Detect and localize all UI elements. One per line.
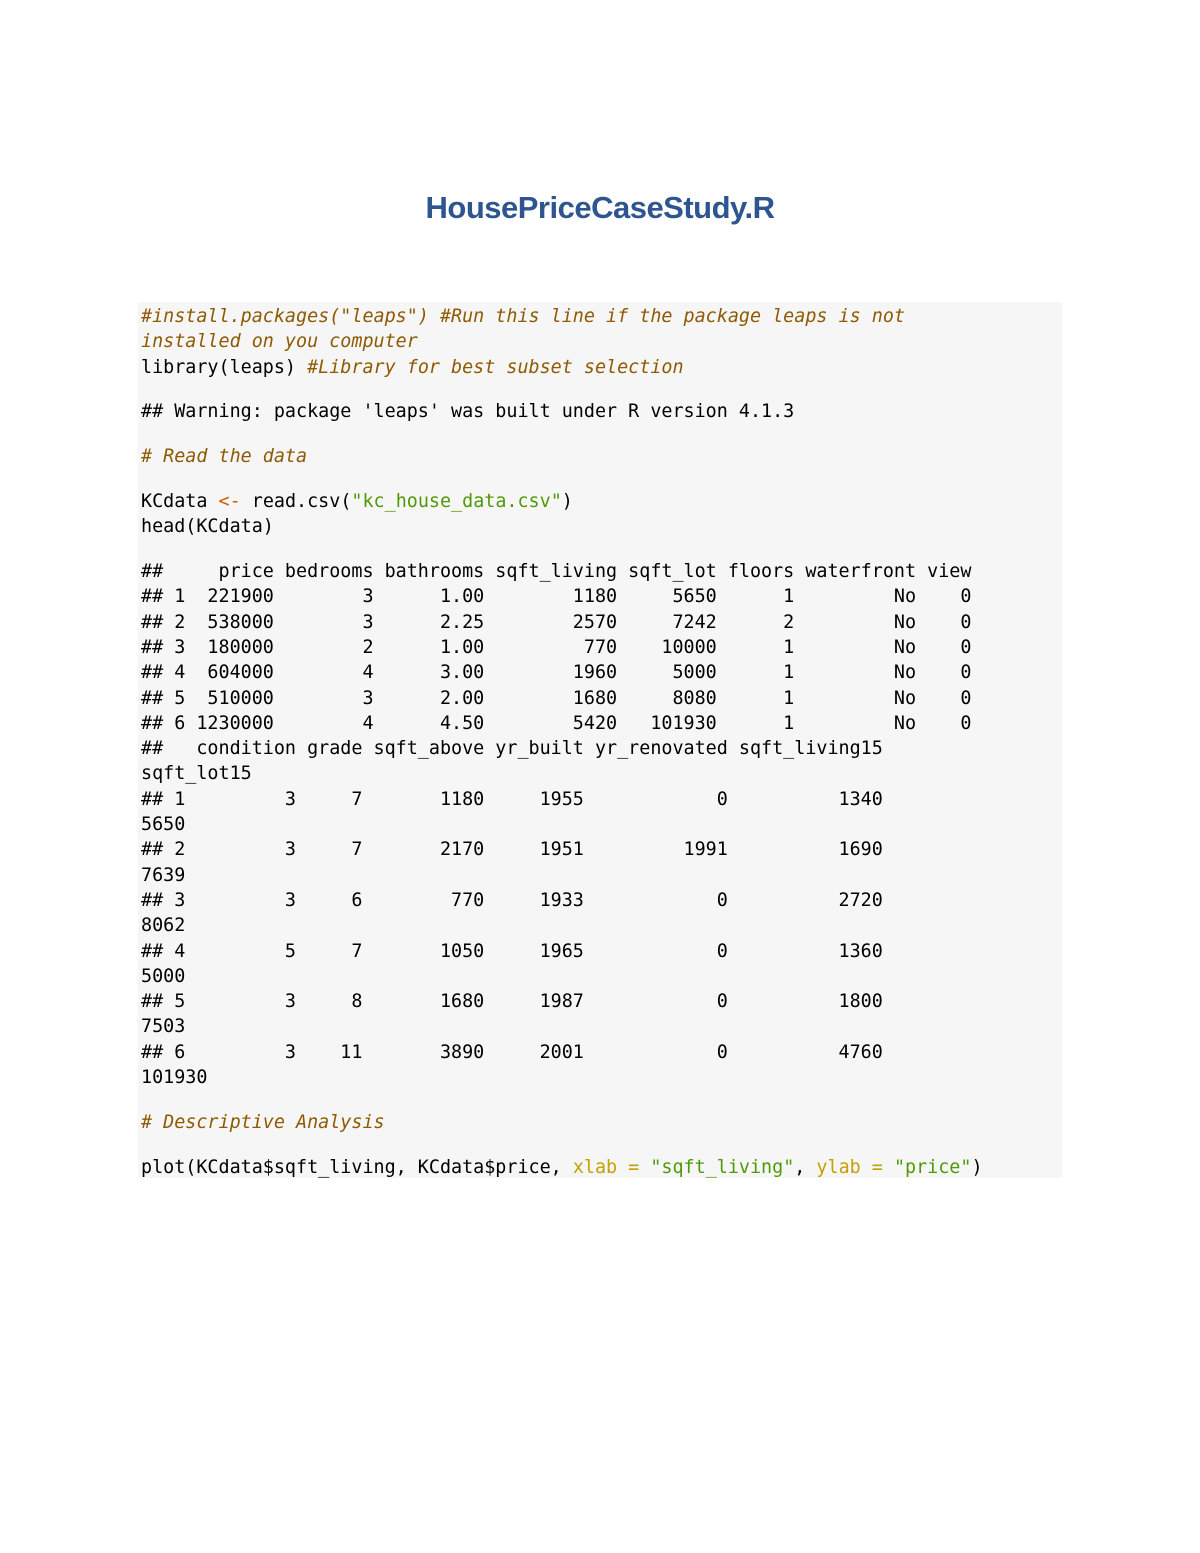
table1-row-text: ## 4 604000 4 3.00 1960 5000 1 No 0 (141, 662, 972, 684)
table2-row (141, 888, 983, 913)
table2-row-wrap-text: 7503 (141, 1016, 186, 1038)
descriptive-comment: # Descriptive Analysis (141, 1111, 385, 1133)
code-line-read-csv (141, 489, 983, 514)
xlab-argument: xlab (572, 1156, 618, 1178)
read-comment: # Read the data (141, 446, 308, 468)
table2-row-text: ## 5 3 8 1680 1987 0 1800 (141, 991, 883, 1013)
code-line-plot (141, 1155, 983, 1180)
table2-row-wrap-text: 101930 (141, 1067, 208, 1089)
table1-header-text: ## price bedrooms bathrooms sqft_living sqft_lot floors waterfront view (141, 561, 972, 583)
table1-row-text: ## 2 538000 3 2.25 2570 7242 2 No 0 (141, 611, 972, 633)
table2-row-wrap (141, 1014, 983, 1039)
table2-row-wrap (141, 913, 983, 938)
table1-row (141, 686, 983, 711)
ylab-value-string: "price" (893, 1156, 972, 1178)
table2-row-wrap (141, 812, 983, 837)
install-comment-2: installed on you computer (141, 331, 418, 353)
read-call-open: read.csv( (240, 490, 352, 512)
table2-row-wrap-text: 7639 (141, 864, 186, 886)
head-call: head(KCdata) (141, 516, 274, 538)
library-call: library(leaps) (141, 356, 308, 378)
table2-row (141, 1040, 983, 1065)
code-block (138, 302, 1062, 1178)
table1-row-text: ## 5 510000 3 2.00 1680 8080 1 No 0 (141, 687, 972, 709)
table2-row-text: ## 2 3 7 2170 1951 1991 1690 (141, 839, 883, 861)
table1-row (141, 635, 983, 660)
table2-row-text: ## 4 5 7 1050 1965 0 1360 (141, 940, 883, 962)
table2-row-wrap (141, 1065, 983, 1090)
table2-row (141, 989, 983, 1014)
read-call-close: ) (561, 490, 573, 512)
plot-call-end: ) (971, 1156, 983, 1178)
xlab-equals: = (617, 1156, 651, 1178)
warning-output (141, 399, 983, 424)
assign-lhs: KCdata (141, 490, 219, 512)
table2-row (141, 787, 983, 812)
plot-call-start: plot(KCdata$sqft_living, KCdata$price, (141, 1156, 573, 1178)
table2-header-wrap-text: sqft_lot15 (141, 763, 252, 785)
table1-row-text: ## 1 221900 3 1.00 1180 5650 1 No 0 (141, 586, 972, 608)
code-line-library (141, 355, 983, 380)
table2-row-text: ## 3 3 6 770 1933 0 2720 (141, 889, 883, 911)
library-comment: #Library for best subset selection (307, 356, 684, 378)
install-comment-1: #install.packages("leaps") #Run this line if the package leaps is not (141, 306, 905, 327)
plot-arg-separator: , (794, 1156, 817, 1178)
code-content (141, 304, 983, 1180)
document-title: HousePriceCaseStudy.R (425, 190, 775, 225)
table2-header-text: ## condition grade sqft_above yr_built yr_renovated sqft_living15 (141, 738, 883, 760)
table1-row (141, 660, 983, 685)
table2-row-text: ## 6 3 11 3890 2001 0 4760 (141, 1041, 883, 1063)
csv-filename-string: "kc_house_data.csv" (351, 490, 562, 512)
code-line-descriptive-comment (141, 1110, 983, 1135)
code-line-head (141, 514, 983, 539)
table1-row-text: ## 3 180000 2 1.00 770 10000 1 No 0 (141, 636, 972, 658)
table2-row-text: ## 1 3 7 1180 1955 0 1340 (141, 788, 883, 810)
table1-row (141, 584, 983, 609)
table1-row (141, 610, 983, 635)
code-line-install (141, 304, 983, 329)
ylab-argument: ylab (816, 1156, 861, 1178)
table1-row-text: ## 6 1230000 4 4.50 5420 101930 1 No 0 (141, 712, 972, 734)
table2-row (141, 837, 983, 862)
table2-row-wrap-text: 5000 (141, 965, 186, 987)
table2-row-wrap-text: 5650 (141, 814, 186, 836)
warning-text: ## Warning: package 'leaps' was built under R version 4.1.3 (141, 401, 795, 423)
ylab-equals: = (860, 1156, 894, 1178)
code-line-install-wrap (141, 329, 983, 354)
code-line-read-comment (141, 444, 983, 469)
table1-row (141, 711, 983, 736)
table2-row-wrap-text: 8062 (141, 915, 186, 937)
xlab-value-string: "sqft_living" (650, 1156, 795, 1178)
table2-header (141, 736, 983, 761)
table2-row-wrap (141, 863, 983, 888)
table2-row-wrap (141, 964, 983, 989)
assign-operator: <- (218, 490, 241, 512)
table1-header (141, 559, 983, 584)
table2-row (141, 939, 983, 964)
table2-header-wrap (141, 761, 983, 786)
